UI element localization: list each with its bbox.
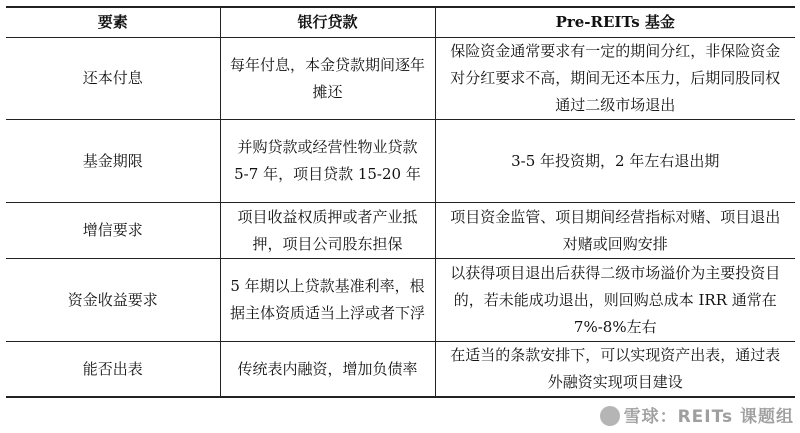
cell-bank-loan: 并购贷款或经营性物业贷款 5-7 年，项目贷款 15-20 年: [220, 120, 435, 203]
snowball-logo-icon: [600, 406, 620, 426]
cell-bank-loan: 项目收益权质押或者产业抵押，项目公司股东担保: [220, 203, 435, 259]
cell-bank-loan: 传统表内融资，增加负债率: [220, 342, 435, 398]
header-pre-reits-fund: Pre-REITs 基金: [435, 7, 795, 38]
cell-pre-reits-fund: 以获得项目退出后获得二级市场溢价为主要投资目的，若未能成功退出，则回购总成本 IRR 通常在 7%-8%左右: [435, 259, 795, 342]
header-element: 要素: [6, 7, 220, 38]
header-bank-loan: 银行贷款: [220, 7, 435, 38]
cell-bank-loan: 5 年期以上贷款基准利率，根据主体资质适当上浮或者下浮: [220, 259, 435, 342]
comparison-table: [6, 6, 795, 398]
watermark: [600, 402, 794, 427]
cell-element: 资金收益要求: [6, 259, 220, 342]
cell-element: 增信要求: [6, 203, 220, 259]
table-header-row: [6, 7, 795, 38]
cell-pre-reits-fund: 保险资金通常要求有一定的期间分红，非保险资金对分红要求不高，期间无还本压力，后期同股同权通过二级市场退出: [435, 38, 795, 120]
cell-element: 能否出表: [6, 342, 220, 398]
cell-bank-loan: 每年付息，本金贷款期间逐年摊还: [220, 38, 435, 120]
table-row: [6, 120, 795, 203]
table-row: [6, 203, 795, 259]
cell-element: 基金期限: [6, 120, 220, 203]
table-row: [6, 259, 795, 342]
cell-pre-reits-fund: 3-5 年投资期，2 年左右退出期: [435, 120, 795, 203]
table-row: [6, 342, 795, 398]
table-row: [6, 38, 795, 120]
cell-element: 还本付息: [6, 38, 220, 120]
cell-pre-reits-fund: 项目资金监管、项目期间经营指标对赌、项目退出对赌或回购安排: [435, 203, 795, 259]
cell-pre-reits-fund: 在适当的条款安排下，可以实现资产出表，通过表外融资实现项目建设: [435, 342, 795, 398]
watermark-text: 雪球：REITs 课题组: [623, 407, 794, 427]
